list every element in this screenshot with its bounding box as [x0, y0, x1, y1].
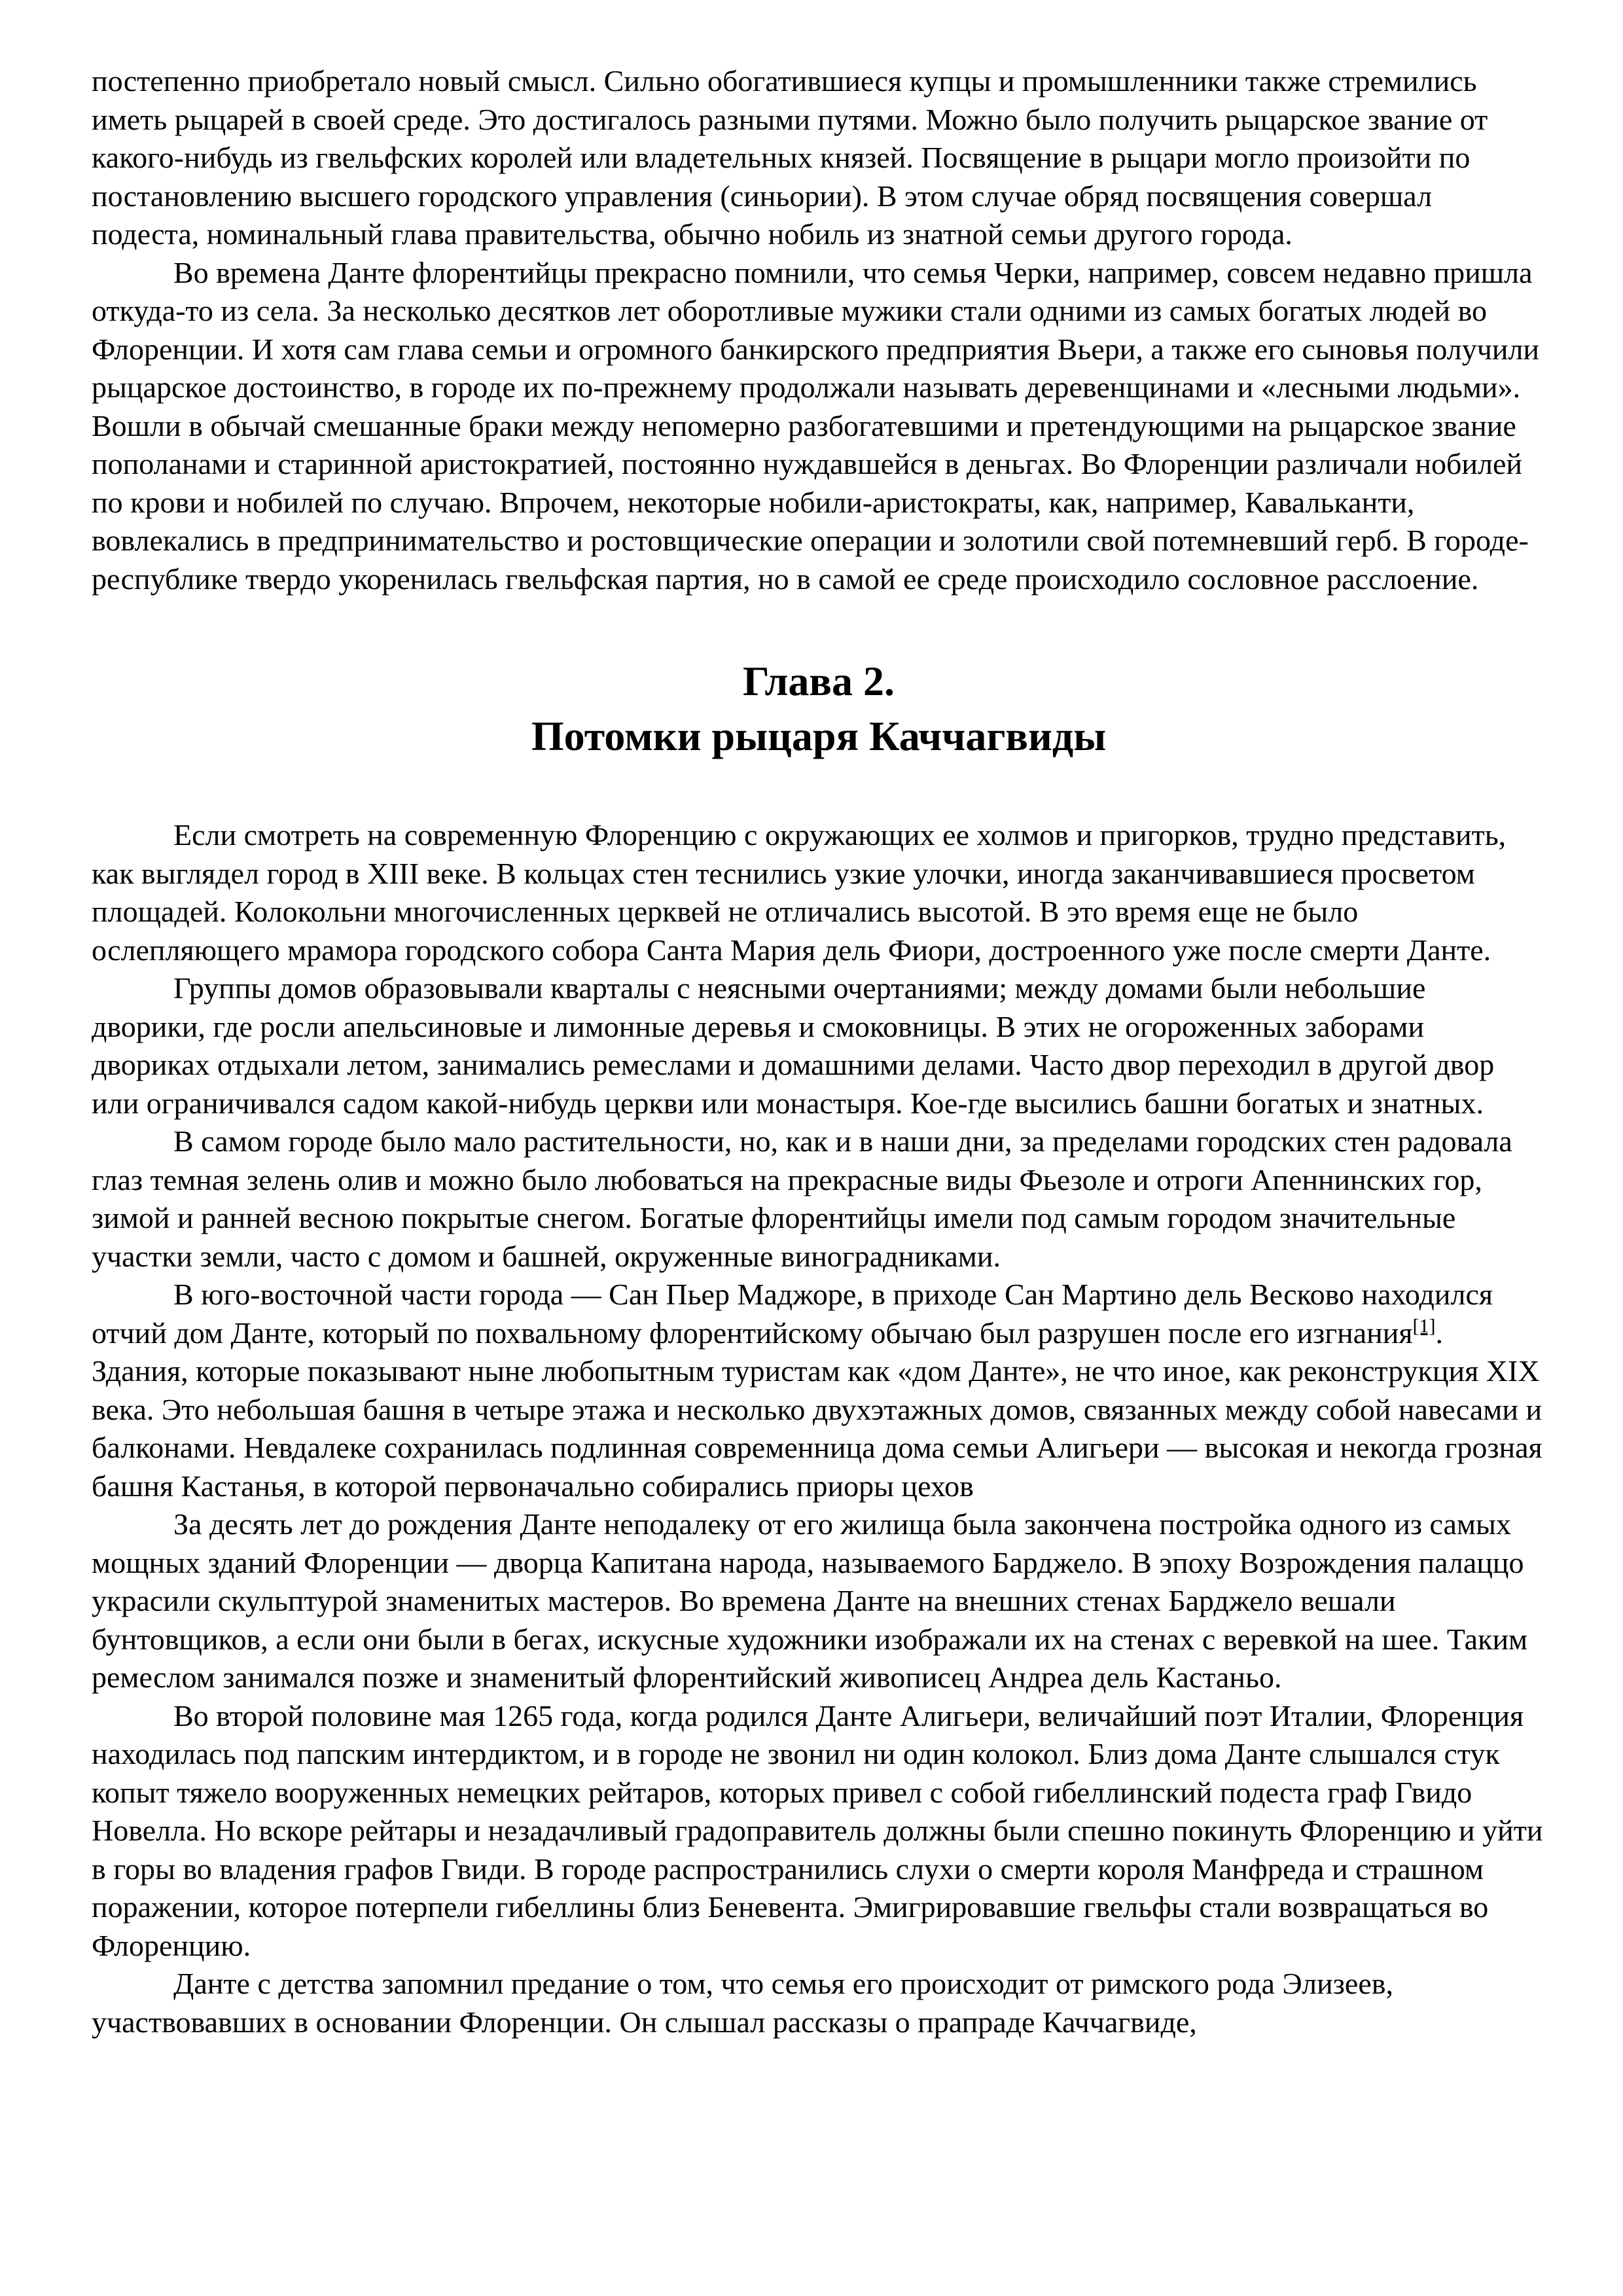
chapter-title: Потомки рыцаря Каччагвиды: [531, 713, 1107, 759]
paragraph-with-footnote: [92, 1276, 1546, 1505]
paragraph: Если смотреть на современную Флоренцию с окружающих ее холмов и пригорков, трудно представить, как выглядел город в XIII веке. В кольцах стен теснились узкие улочки, иногда заканчивавшиеся просветом площадей. Колокольни многочисленных церквей не отличались высотой. В это время еще не было ослепляющего мрамора городского собора Санта Мария дель Фиори, достроенного уже после смерти Данте.: [92, 818, 1507, 967]
chapter-heading: [92, 654, 1546, 764]
document-page: [92, 62, 1546, 2041]
paragraph: За десять лет до рождения Данте неподалеку от его жилища была закончена постройка одного из самых мощных зданий Флоренции — дворца Капитана народа, называемого Барджело. В эпоху Возрождения палаццо украсили скульптурой знаменитых мастеров. Во времена Данте на внешних стенах Барджело вешали бунтовщиков, а если они были в бегах, искусные художники изображали их на стенах с веревкой на шее. Таким ремеслом занимался позже и знаменитый флорентийский живописец Андреа дель Кастаньо.: [92, 1507, 1528, 1694]
paragraph: В самом городе было мало растительности, но, как и в наши дни, за пределами городских стен радовала глаз темная зелень олив и можно было любоваться на прекрасные виды Фьезоле и отроги Апеннинских гор, зимой и ранней весною покрытые снегом. Богатые флорентийцы имели под самым городом значительные участки земли, часто с домом и башней, окруженные виноградниками.: [92, 1124, 1512, 1273]
paragraph: Данте с детства запомнил предание о том, что семья его происходит от римского рода Элизеев, участвовавших в основании Флоренции. Он слышал рассказы о прапраде Каччагвиде,: [92, 1967, 1393, 2039]
paragraph: Во времена Данте флорентийцы прекрасно помнили, что семья Черки, например, совсем недавно пришла откуда-то из села. За несколько десятков лет оборотливые мужики стали одними из самых богатых людей во Флоренции. И хотя сам глава семьи и огромного банкирского предприятия Вьери, а также его сыновья получили рыцарское достоинство, в городе их по-прежнему продолжали называть деревенщинами и «лесными людьми». Вошли в обычай смешанные браки между непомерно разбогатевшими и претендующими на рыцарское звание пополанами и старинной аристократией, постоянно нуждавшейся в деньгах. Во Флоренции различали нобилей по крови и нобилей по случаю. Впрочем, некоторые нобили-аристократы, как, например, Кавальканти, вовлекались в предпринимательство и ростовщические операции и золотили свой потемневший герб. В городе-республике твердо укоренилась гвельфская партия, но в самой ее среде происходило сословное расслоение.: [92, 255, 1540, 596]
paragraph: Группы домов образовывали кварталы с неясными очертаниями; между домами были небольшие дворики, где росли апельсиновые и лимонные деревья и смоковницы. В этих не огороженных заборами двориках отдыхали летом, занимались ремеслами и домашними делами. Часто двор переходил в другой двор или ограничивался садом какой-нибудь церкви или монастыря. Кое-где высились башни богатых и знатных.: [92, 971, 1495, 1120]
footnote-link[interactable]: [1]: [1412, 1315, 1436, 1337]
paragraph-text: В юго-восточной части города — Сан Пьер Маджоре, в приходе Сан Мартино дель Весково находился отчий дом Данте, который по похвальному флорентийскому обычаю был разрушен после его изгнания: [92, 1278, 1493, 1350]
paragraph: постепенно приобретало новый смысл. Сильно обогатившиеся купцы и промышленники также стремились иметь рыцарей в своей среде. Это достигалось разными путями. Можно было получить рыцарское звание от какого-нибудь из гвельфских королей или владетельных князей. Посвящение в рыцари могло произойти по постановлению высшего городского управления (синьории). В этом случае обряд посвящения совершал подеста, номинальный глава правительства, обычно нобиль из знатной семьи другого города.: [92, 64, 1488, 251]
paragraph-text: . Здания, которые показывают ныне любопытным туристам как «дом Данте», не что иное, как реконструкция XIX века. Это небольшая башня в четыре этажа и несколько двухэтажных домов, связанных между собой навесами и балконами. Невдалеке сохранилась подлинная современница дома семьи Алигьери — высокая и некогда грозная башня Кастанья, в которой первоначально собирались приоры цехов: [92, 1316, 1543, 1503]
chapter-number: Глава 2.: [743, 658, 895, 704]
paragraph: Во второй половине мая 1265 года, когда родился Данте Алигьери, величайший поэт Италии, Флоренция находилась под папским интердиктом, и в городе не звонил ни один колокол. Близ дома Данте слышался стук копыт тяжело вооруженных немецких рейтаров, которых привел с собой гибеллинский подеста граф Гвидо Новелла. Но вскоре рейтары и незадачливый градоправитель должны были спешно покинуть Флоренцию и уйти в горы во владения графов Гвиди. В городе распространились слухи о смерти короля Манфреда и страшном поражении, которое потерпели гибеллины близ Беневента. Эмигрировавшие гвельфы стали возвращаться во Флоренцию.: [92, 1698, 1543, 1962]
